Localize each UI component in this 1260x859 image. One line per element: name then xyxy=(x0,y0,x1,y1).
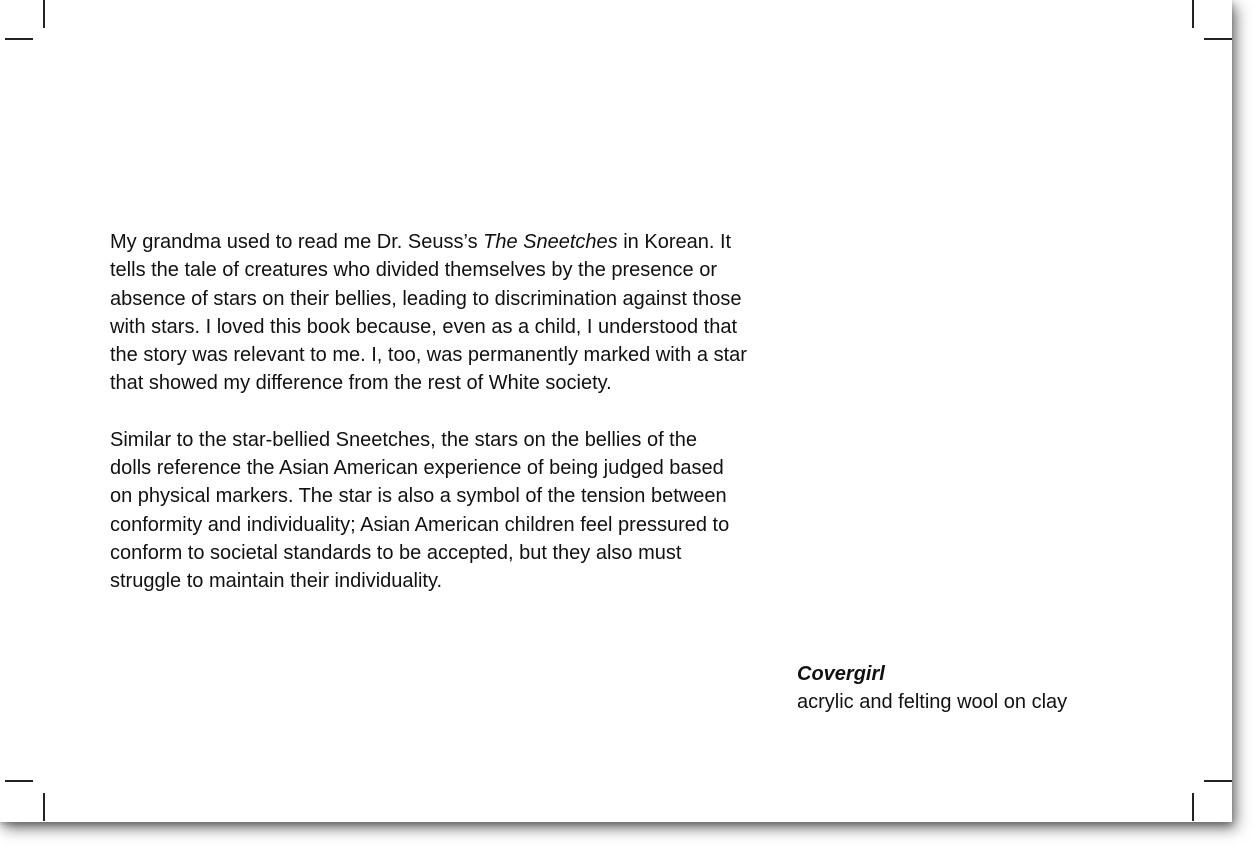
crop-mark-bottom-left-horizontal xyxy=(5,780,33,782)
artwork-title: Covergirl xyxy=(797,663,885,685)
book-title: The Sneetches xyxy=(483,231,618,253)
crop-mark-top-left-horizontal xyxy=(5,38,33,40)
paragraph-1 xyxy=(110,228,870,398)
crop-mark-bottom-left-vertical xyxy=(43,793,45,821)
crop-mark-top-left-vertical xyxy=(43,0,45,28)
paragraph-2: Similar to the star-bellied Sneetches, the stars on the bellies of the dolls reference the Asian American experience of being judged based on physical markers. The star is also a symbol of the tension between conformity and individuality; Asian American children feel pressured to conform to societal standards to be accepted, but they also must struggle to maintain their individuality. xyxy=(110,428,730,593)
body-text xyxy=(110,228,870,596)
crop-mark-top-right-vertical xyxy=(1192,0,1194,28)
crop-mark-top-right-horizontal xyxy=(1204,38,1232,40)
crop-mark-bottom-right-vertical xyxy=(1192,793,1194,821)
paragraph-1-rest: in Korean. It tells the tale of creatures who divided themselves by the presence or absence of stars on their bellies, leading to discrimination against those with stars. I loved this book because, even as a child, I understood that the story was relevant to me. I, too, was permanently marked with a star that showed my difference from the rest of White society. xyxy=(110,231,747,395)
artwork-medium: acrylic and felting wool on clay xyxy=(797,691,1068,713)
crop-mark-bottom-right-horizontal xyxy=(1204,780,1232,782)
paragraph-1-intro: My grandma used to read me Dr. Seuss’s xyxy=(110,231,484,253)
artwork-caption xyxy=(797,660,1067,716)
